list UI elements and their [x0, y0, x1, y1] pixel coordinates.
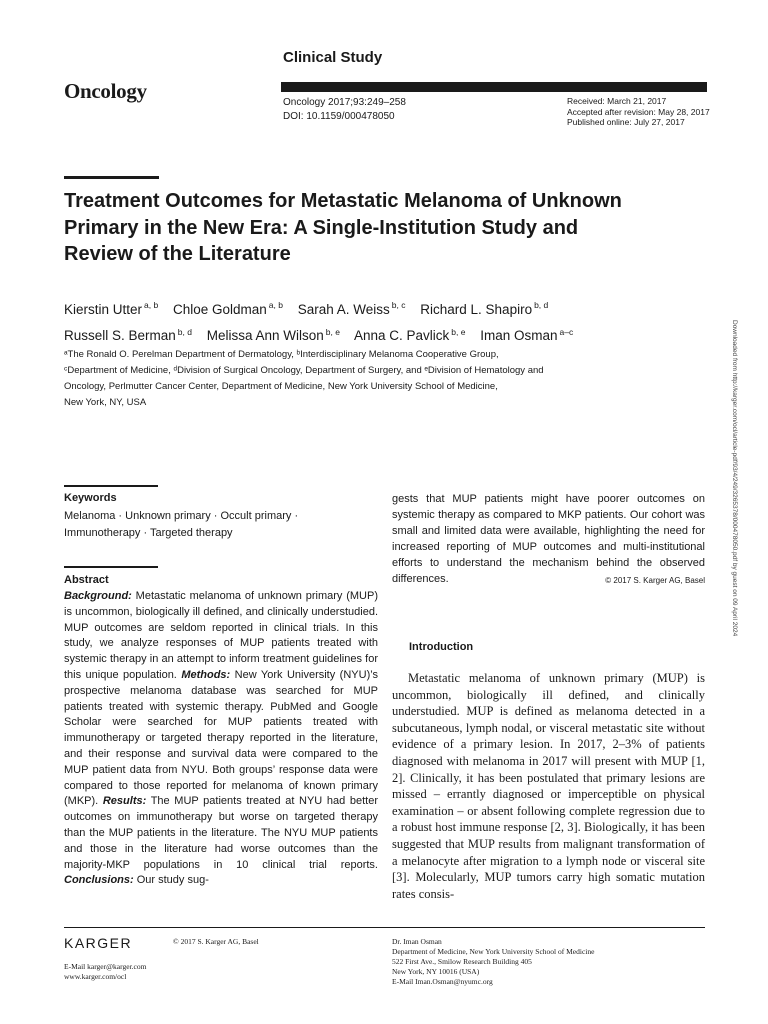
affiliations — [64, 347, 624, 411]
abstract-heading: Abstract — [64, 574, 109, 586]
affiliation-line: ᵃThe Ronald O. Perelman Department of Dermatology, ᵇInterdisciplinary Melanoma Cooperative Group, — [64, 349, 499, 360]
article-title: Treatment Outcomes for Metastatic Melanoma of Unknown Primary in the New Era: A Single-Institution Study and Review of the Literature — [64, 190, 622, 265]
correspondence-line: 522 First Ave., Smilow Research Building 405 — [392, 957, 532, 966]
results-label: Results: — [102, 795, 147, 808]
correspondence-line: Dr. Iman Osman — [392, 937, 442, 946]
introduction-heading: Introduction — [409, 641, 474, 653]
correspondence-line: New York, NY 10016 (USA) — [392, 967, 480, 976]
author: Sarah A. Weiss $^{b, c}$ — [297, 300, 406, 317]
keywords-rule — [64, 485, 158, 487]
methods-text: New York University (NYU)’s prospective melanoma database was searched for MUP patients treated with systemic therapy. PubMed and Google Scholar were searched for MUP patients treated with immunotherapy or targeted therapy reported in the literature, and their response and survival data were compared to the MUP patient data from NYU. Both groups’ response data were compared to those reported for melanoma of known primary (MKP). — [64, 668, 378, 808]
received-date: Received: March 21, 2017 — [567, 96, 667, 106]
abstract-rule — [64, 566, 158, 568]
doi-line: DOI: 10.1159/000478050 — [283, 111, 395, 122]
conclusions-text-start: Our study sug- — [133, 874, 209, 887]
author: Chloe Goldman $^{a, b}$ — [172, 300, 283, 317]
author: Kierstin Utter $^{a, b}$ — [64, 300, 159, 317]
publisher-email: E-Mail karger@karger.com — [64, 962, 147, 971]
header-rule — [281, 82, 707, 92]
abstract-copyright: © 2017 S. Karger AG, Basel — [605, 576, 705, 586]
keywords-line: Immunotherapy · Targeted therapy — [64, 527, 233, 539]
author: Anna C. Pavlick $^{b, e}$ — [354, 326, 466, 343]
conclusions-text-end: gests that MUP patients might have poorer outcomes on systemic therapy as compared to MKP patients. Our cohort was small and limited data were available, highlighting the need for increased reporting of MUP outcomes and multi-institutional efforts to understand the mechanism behind the observed differences. — [392, 493, 705, 586]
affiliation-line: Oncology, Perlmutter Cancer Center, Department of Medicine, New York University School of Medicine, — [64, 381, 498, 392]
footer-copyright: © 2017 S. Karger AG, Basel — [173, 937, 259, 946]
author: Melissa Ann Wilson $^{b, e}$ — [206, 326, 340, 343]
results-text: The MUP patients treated at NYU had better outcomes on immunotherapy but worse on targeted therapy than the MUP patients in the literature. The NYU MUP patients and those in the literature had worse outcomes than the majority-MKP populations in 10 clinical trial reports. — [64, 795, 378, 871]
journal-logo: Oncology — [64, 79, 147, 103]
published-date: Published online: July 27, 2017 — [567, 117, 685, 127]
accepted-date: Accepted after revision: May 28, 2017 — [567, 106, 710, 117]
affiliation-line: New York, NY, USA — [64, 397, 147, 408]
keywords-heading: Keywords — [64, 492, 117, 504]
conclusions-label: Conclusions: — [64, 874, 134, 887]
publisher-contact — [64, 962, 146, 982]
affiliation-line: ᶜDepartment of Medicine, ᵈDivision of Surgical Oncology, Department of Surgery, and ᵉDivision of Hematology and — [64, 365, 544, 376]
correspondence-address — [392, 937, 594, 987]
footer-rule — [64, 927, 705, 928]
download-watermark — [726, 320, 740, 1020]
download-note-text: Downloaded from http://karger.com/ocl/article-pdf/93/4/249/3265378/000478050.pdf by guest on 09 April 2024 — [731, 320, 738, 637]
keywords-line: Melanoma · Unknown primary · Occult primary · — [64, 510, 299, 522]
background-label: Background: — [64, 590, 132, 602]
author-list — [64, 294, 644, 347]
abstract-continuation — [392, 491, 705, 590]
methods-label: Methods: — [181, 668, 231, 681]
citation-block — [283, 96, 406, 124]
correspondence-line: Department of Medicine, New York University School of Medicine — [392, 947, 595, 956]
publisher-logo: KARGER — [64, 935, 133, 951]
abstract-body — [64, 589, 378, 889]
introduction-body: Metastatic melanoma of unknown primary (MUP) is uncommon, biologically ill defined, and clinically understudied. MUP is defined as melanoma detected in a subcutaneous, lymph nodal, or visceral metastatic site without evidence of a primary lesion. In 2017, 2–3% of patients diagnosed with melanoma in 2017 will present with MUP [1, 2]. Clinically, it has been postulated that primary lesions are missed – errantly diagnosed or imperceptible on physical examination – or absent following complete regression due to a robust host immune response [2, 3]. Biologically, it has been suggested that MUP results from malignant transformation of a melanocyte after migration to a lymph node or visceral site [3]. Molecularly, MUP tumors carry high somatic mutation rates consis- — [392, 671, 705, 901]
section-label: Clinical Study — [283, 49, 383, 66]
correspondence-line: E-Mail Iman.Osman@nyumc.org — [392, 977, 493, 986]
author: Russell S. Berman $^{b, d}$ — [64, 326, 192, 343]
keywords-list — [64, 508, 374, 542]
publisher-website: www.karger.com/ocl — [64, 972, 127, 981]
title-rule — [64, 176, 159, 179]
publication-dates — [567, 96, 710, 128]
citation-line: Oncology 2017;93:249–258 — [283, 97, 406, 108]
author: Iman Osman $^{a-c}$ — [480, 326, 574, 343]
author: Richard L. Shapiro $^{b, d}$ — [420, 300, 549, 317]
background-text: Metastatic melanoma of unknown primary (MUP) is uncommon, biologically ill defined, and clinically understudied. MUP outcomes are seldom reported in clinical trials. In this study, we analyze responses of MUP patients treated with systemic therapy in an attempt to inform treatment guidelines for this unique population. — [64, 590, 378, 681]
